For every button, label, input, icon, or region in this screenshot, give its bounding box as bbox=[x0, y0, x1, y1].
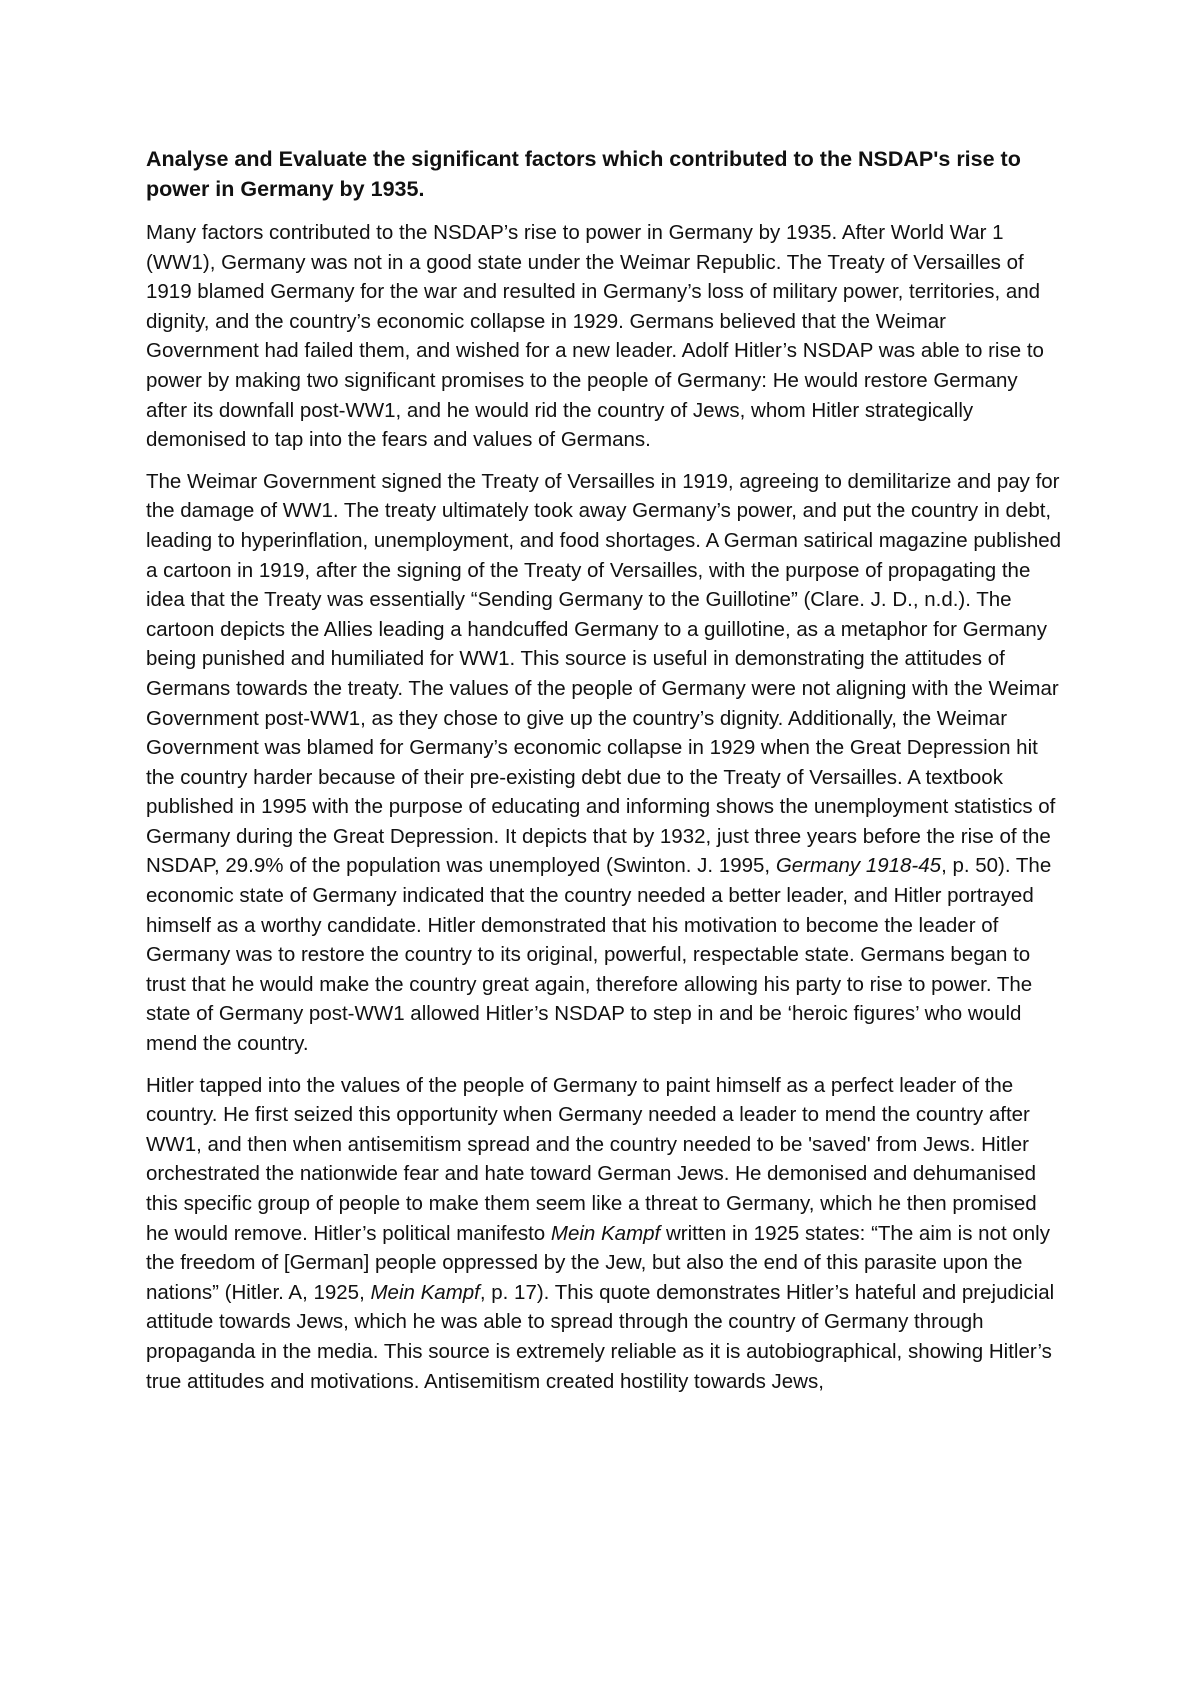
paragraph-text: written in 1925 states: “The aim is not only the freedom of [German] people oppressed by the Jew, but also the end of this parasite upon the nations” (Hitler. A, 1925, bbox=[146, 1221, 1050, 1304]
book-title-italic: Mein Kampf bbox=[550, 1221, 661, 1245]
paragraph-text: , p. 17). This quote demonstrates Hitler’s hateful and prejudicial attitude towards Jews, which he was able to spread through the country of Germany through propaganda in the media. This source is extremely reliable as it is autobiographical, showing Hitler’s true attitudes and motivations. Antisemitism created hostility towards Jews, bbox=[146, 1280, 1055, 1393]
paragraph-treaty-of-versailles bbox=[146, 467, 1064, 1059]
essay-title: Analyse and Evaluate the significant factors which contributed to the NSDAP's rise to power in Germany by 1935. bbox=[146, 147, 1021, 201]
paragraph-text: , p. 50). The economic state of Germany indicated that the country needed a better leader, and Hitler portrayed himself as a worthy candidate. Hitler demonstrated that his motivation to become the leader of Germany was to restore the country to its original, powerful, respectable state. Germans began to trust that he would make the country great again, therefore allowing his party to rise to power. The state of Germany post-WW1 allowed Hitler’s NSDAP to step in and be ‘heroic figures’ who would mend the country. bbox=[146, 854, 1052, 1056]
paragraph-antisemitism bbox=[146, 1071, 1064, 1397]
book-title-italic: Mein Kampf bbox=[370, 1280, 480, 1304]
paragraph-introduction: Many factors contributed to the NSDAP’s rise to power in Germany by 1935. After World War 1 (WW1), Germany was not in a good state under the Weimar Republic. The Treaty of Versailles of 1919 blamed Germany for the war and resulted in Germany’s loss of military power, territories, and dignity, and the country’s economic collapse in 1929. Germans believed that the Weimar Government had failed them, and wished for a new leader. Adolf Hitler’s NSDAP was able to rise to power by making two significant promises to the people of Germany: He would restore Germany after its downfall post-WW1, and he would rid the country of Jews, whom Hitler strategically demonised to tap into the fears and values of Germans. bbox=[146, 221, 1044, 452]
document-body bbox=[146, 144, 1064, 1408]
book-title-italic: Germany 1918-45 bbox=[775, 854, 942, 878]
paragraph-text: The Weimar Government signed the Treaty of Versailles in 1919, agreeing to demilitarize and pay for the damage of WW1. The treaty ultimately took away Germany’s power, and put the country in debt, leading to hyperinflation, unemployment, and food shortages. A German satirical magazine published a cartoon in 1919, after the signing of the Treaty of Versailles, with the purpose of propagating the idea that the Treaty was essentially “Sending Germany to the Guillotine” (Clare. J. D., n.d.). The cartoon depicts the Allies leading a handcuffed Germany to a guillotine, as a metaphor for Germany being punished and humiliated for WW1. This source is useful in demonstrating the attitudes of Germans towards the treaty. The values of the people of Germany were not aligning with the Weimar Government post-WW1, as they chose to give up the country’s dignity. Additionally, the Weimar Government was blamed for Germany’s economic collapse in 1929 when the Great Depression hit the country harder because of their pre-existing debt due to the Treaty of Versailles. A textbook published in 1995 with the purpose of educating and informing shows the unemployment statistics of Germany during the Great Depression. It depicts that by 1932, just three years before the rise of the NSDAP, 29.9% of the population was unemployed (Swinton. J. 1995, bbox=[146, 469, 1062, 878]
paragraph-text: Hitler tapped into the values of the people of Germany to paint himself as a perfect leader of the country. He first seized this opportunity when Germany needed a leader to mend the country after WW1, and then when antisemitism spread and the country needed to be 'saved' from Jews. Hitler orchestrated the nationwide fear and hate toward German Jews. He demonised and dehumanised this specific group of people to make them seem like a threat to Germany, which he then promised he would remove. Hitler’s political manifesto bbox=[146, 1073, 1037, 1245]
